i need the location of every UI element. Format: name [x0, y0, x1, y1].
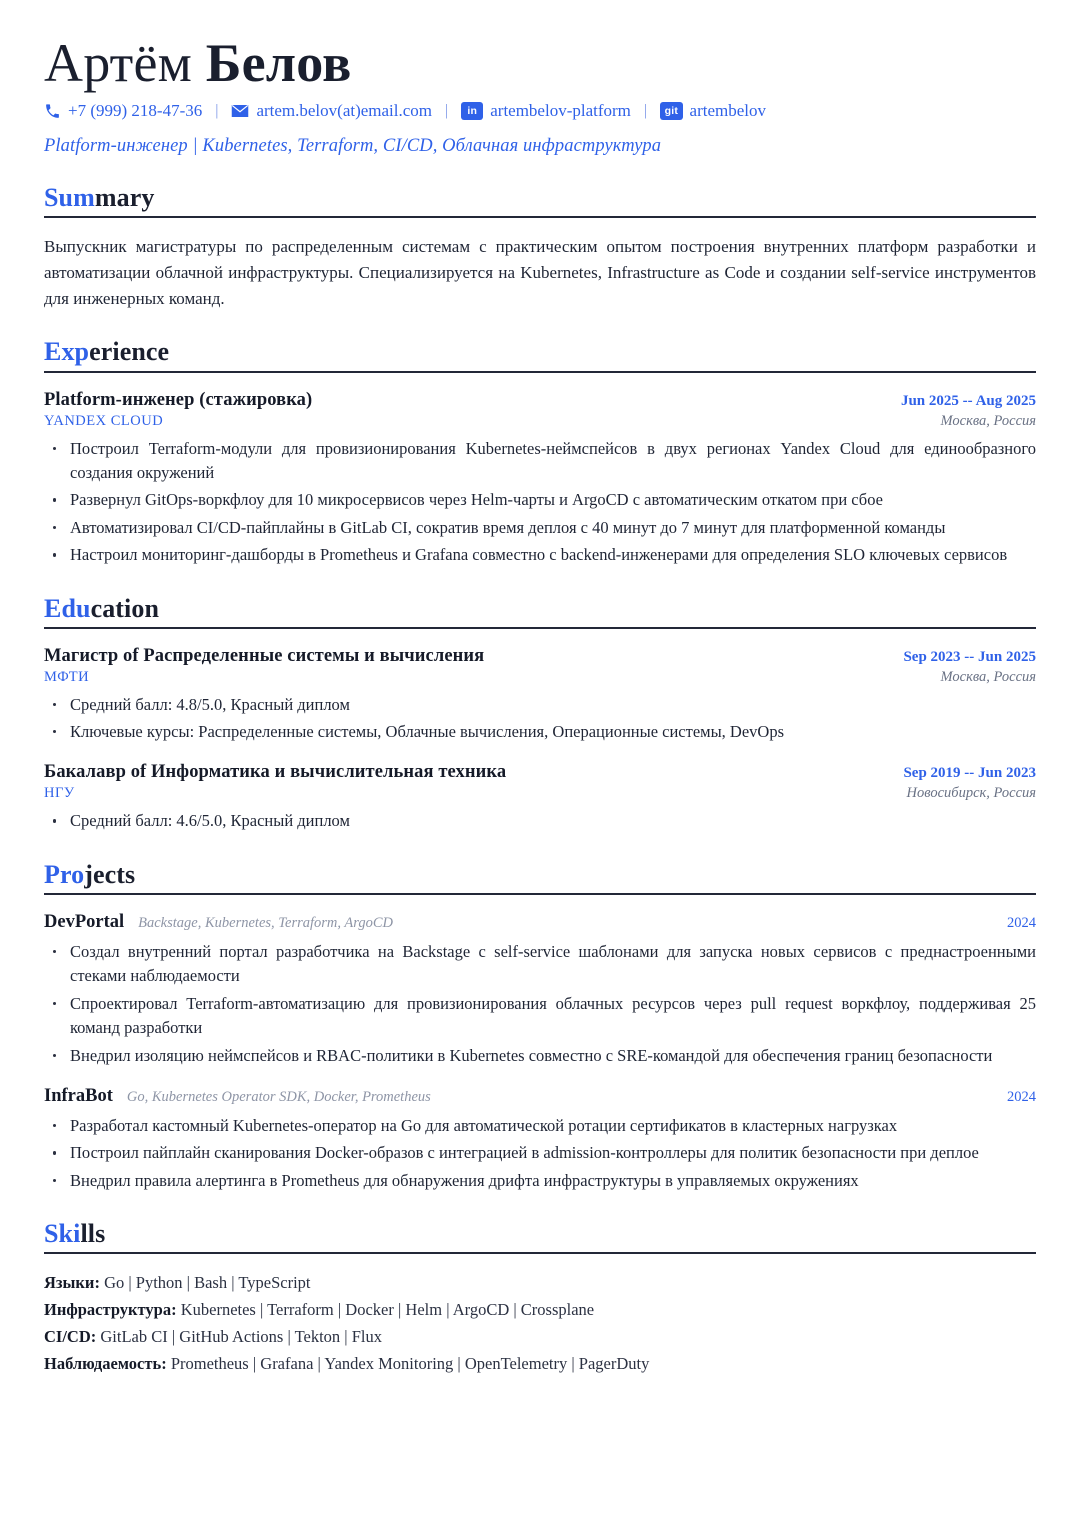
section-heading-summary [44, 183, 1036, 215]
skill-row [44, 1324, 1036, 1351]
git-text: artembelov [689, 101, 767, 121]
school-name: НГУ [44, 785, 75, 802]
entry-sub-row [44, 669, 1036, 686]
section-projects [44, 860, 1036, 1193]
project-entry [44, 912, 1036, 1068]
skill-values: Prometheus | Grafana | Yandex Monitoring | OpenTelemetry | PagerDuty [170, 1353, 650, 1373]
contact-linkedin[interactable] [461, 98, 631, 124]
list-item: Спроектировал Terraform-автоматизацию для провизионирования облачных ресурсов через pull request воркфлоу, поддерживая 25 команд разработки [44, 992, 1036, 1041]
heading-accent: Ski [44, 1219, 81, 1249]
list-item: Разработал кастомный Kubernetes-оператор на Go для автоматической ротации сертификатов в кластерных нагрузках [44, 1114, 1036, 1138]
skill-label: Наблюдаемость: [44, 1353, 167, 1373]
project-year: 2024 [1007, 914, 1036, 931]
heading-rest: lls [80, 1219, 106, 1249]
project-name: InfraBot [44, 1086, 113, 1107]
section-heading-projects [44, 860, 1036, 892]
list-item: Внедрил изоляцию неймспейсов и RBAC-политики в Kubernetes совместно с SRE-командой для обеспечения границ безопасности [44, 1044, 1036, 1068]
job-date: Jun 2025 -- Aug 2025 [900, 392, 1036, 409]
last-name: Белов [205, 33, 352, 93]
degree-title: Магистр of Распределенные системы и вычисления [44, 645, 485, 666]
project-title-row [44, 1086, 1036, 1107]
project-year: 2024 [1007, 1089, 1036, 1106]
section-heading-education [44, 594, 1036, 626]
job-title: Platform-инженер (стажировка) [44, 389, 313, 410]
job-company: YANDEX CLOUD [44, 412, 164, 429]
skill-label: CI/CD: [44, 1326, 97, 1346]
entry-title-row [44, 762, 1036, 783]
entry-sub-row [44, 413, 1036, 430]
list-item: Создал внутренний портал разработчика на Backstage с self-service шаблонами для запуска новых сервисов с преднастроенными стеками наблюдаемости [44, 940, 1036, 989]
project-left [44, 912, 393, 933]
heading-rest: cation [90, 593, 160, 623]
section-summary [44, 183, 1036, 312]
education-bullets [44, 693, 1036, 745]
school-location: Новосибирск, Россия [906, 785, 1036, 802]
skill-row [44, 1297, 1036, 1324]
first-name: Артём [44, 33, 193, 93]
skill-row [44, 1351, 1036, 1378]
skill-label: Языки: [44, 1273, 100, 1293]
skill-values: Kubernetes | Terraform | Docker | Helm | ArgoCD | Crossplane [180, 1300, 595, 1320]
skills-list [44, 1270, 1036, 1377]
skill-row [44, 1270, 1036, 1297]
skill-values: Go | Python | Bash | TypeScript [104, 1273, 311, 1293]
contact-separator: | [215, 102, 219, 120]
experience-entry [44, 390, 1036, 568]
project-entry [44, 1086, 1036, 1193]
job-bullets [44, 437, 1036, 568]
contact-email[interactable] [231, 98, 432, 124]
heading-accent: Sum [44, 182, 95, 212]
contact-line [44, 98, 1036, 124]
skill-label: Инфраструктура: [44, 1300, 177, 1320]
degree-date: Sep 2023 -- Jun 2025 [903, 648, 1036, 665]
list-item: Развернул GitOps-воркфлоу для 10 микросервисов через Helm-чарты и ArgoCD с автоматическим откатом при сбое [44, 488, 1036, 512]
project-title-row [44, 912, 1036, 933]
project-bullets [44, 940, 1036, 1068]
section-skills [44, 1219, 1036, 1377]
heading-rest: jects [84, 859, 136, 889]
education-entry [44, 762, 1036, 833]
email-icon [231, 104, 249, 118]
section-education [44, 594, 1036, 834]
list-item: Внедрил правила алертинга в Prometheus для обнаружения дрифта инфраструктуры в управляемых окружениях [44, 1169, 1036, 1193]
section-rule [44, 893, 1036, 895]
project-stack: Go, Kubernetes Operator SDK, Docker, Prometheus [126, 1089, 431, 1106]
section-rule [44, 1252, 1036, 1254]
contact-phone[interactable] [44, 98, 202, 124]
git-icon: git [660, 102, 682, 120]
heading-rest: erience [89, 337, 170, 367]
list-item: Средний балл: 4.6/5.0, Красный диплом [44, 809, 1036, 833]
heading-rest: mary [94, 182, 155, 212]
section-heading-experience [44, 337, 1036, 369]
list-item: Построил пайплайн сканирования Docker-образов с интеграцией в admission-контроллеры для политик безопасности при деплое [44, 1141, 1036, 1165]
project-bullets [44, 1114, 1036, 1193]
entry-title-row [44, 646, 1036, 667]
phone-text: +7 (999) 218-47-36 [68, 101, 203, 121]
job-location: Москва, Россия [940, 412, 1036, 429]
linkedin-text: artembelov-platform [490, 101, 631, 121]
list-item: Ключевые курсы: Распределенные системы, Облачные вычисления, Операционные системы, DevOps [44, 720, 1036, 744]
list-item: Средний балл: 4.8/5.0, Красный диплом [44, 693, 1036, 717]
degree-title: Бакалавр of Информатика и вычислительная техника [44, 762, 507, 783]
page-title [44, 34, 1036, 92]
section-experience [44, 337, 1036, 567]
section-rule [44, 627, 1036, 629]
list-item: Построил Terraform-модули для провизионирования Kubernetes-неймспейсов в двух регионах Yandex Cloud для единообразного создания окружений [44, 437, 1036, 486]
list-item: Автоматизировал CI/CD-пайплайны в GitLab CI, сократив время деплоя с 40 минут до 7 минут для платформенной команды [44, 516, 1036, 540]
summary-text: Выпускник магистратуры по распределенным системам с практическим опытом построения внутренних платформ разработки и автоматизации облачной инфраструктуры. Специализируется на Kubernetes, Infrastructure as Code и создании self-service инструментов для инженерных команд. [44, 236, 1036, 308]
section-heading-skills [44, 1219, 1036, 1251]
project-name: DevPortal [44, 911, 125, 932]
entry-title-row [44, 390, 1036, 411]
section-rule [44, 371, 1036, 373]
heading-accent: Edu [44, 593, 91, 623]
heading-accent: Exp [44, 337, 90, 367]
linkedin-icon: in [461, 102, 483, 120]
skill-values: GitLab CI | GitHub Actions | Tekton | Flux [100, 1326, 382, 1346]
project-stack: Backstage, Kubernetes, Terraform, ArgoCD [138, 914, 393, 931]
tagline: Platform-инженер | Kubernetes, Terraform, CI/CD, Облачная инфраструктура [44, 135, 662, 156]
phone-icon [44, 103, 61, 120]
contact-git[interactable] [660, 98, 766, 124]
school-name: МФТИ [44, 668, 90, 685]
education-entry [44, 646, 1036, 745]
school-location: Москва, Россия [940, 668, 1036, 685]
resume-header [44, 34, 1036, 157]
email-text: artem.belov(at)email.com [256, 101, 433, 121]
education-bullets [44, 809, 1036, 833]
contact-separator: | [643, 102, 648, 120]
list-item: Настроил мониторинг-дашборды в Prometheus и Grafana совместно с backend-инженерами для определения SLO ключевых сервисов [44, 543, 1036, 567]
heading-accent: Pro [44, 859, 85, 889]
degree-date: Sep 2019 -- Jun 2023 [903, 765, 1036, 782]
contact-separator: | [445, 102, 449, 120]
project-left [44, 1086, 431, 1107]
section-rule [44, 216, 1036, 218]
entry-sub-row [44, 785, 1036, 802]
